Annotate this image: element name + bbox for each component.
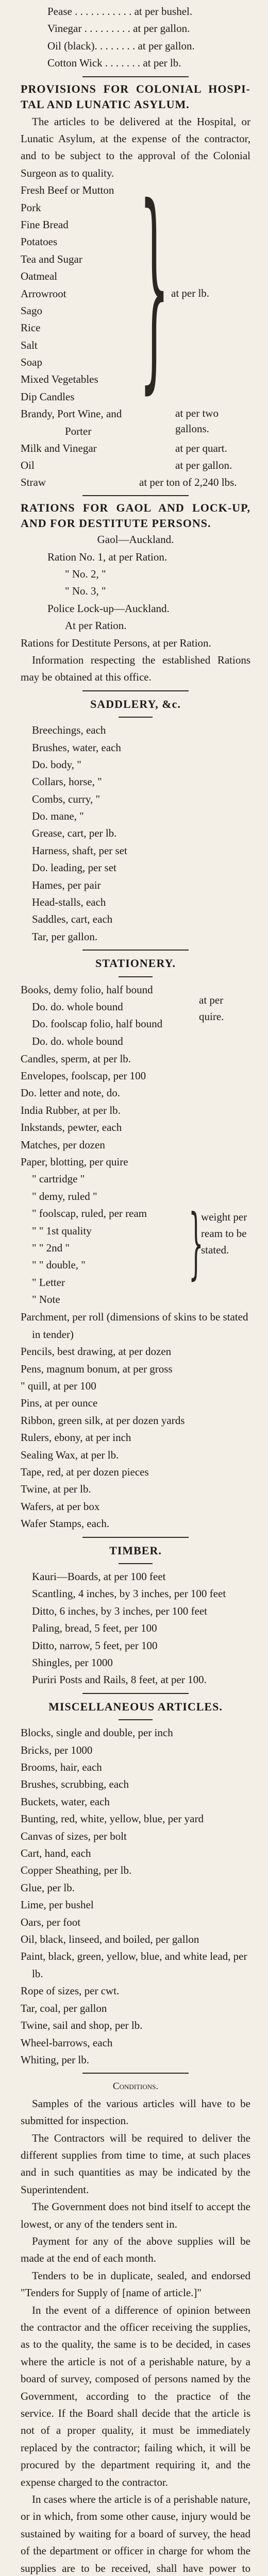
paper-group xyxy=(21,1171,250,1309)
saddlery-item: Head-stalls, each xyxy=(32,896,106,909)
top-list xyxy=(21,3,250,72)
divider xyxy=(82,1693,189,1694)
stationery-item: Paper, blotting, per quire xyxy=(21,1155,128,1168)
ration-1: Ration No. 1, at per Ration. xyxy=(47,550,167,563)
stationery-item: " quill, at per 100 xyxy=(21,1379,96,1392)
books-line-1: Books, demy folio, half bound xyxy=(21,983,153,996)
misc-item: Oil, black, linseed, and boiled, per gallon xyxy=(21,1933,199,1946)
list-item: Cotton Wick . . . . . . . at per lb. xyxy=(47,57,181,70)
condition-paragraph: In cases where the article is of a perishable nature, or in which, from some other cause, injury would be sustained by waiting for a board of survey, the head of the department or officer in charge for whom the supplies are to be received, shall have power to xyxy=(21,2493,250,2574)
books-line-3: Do. foolscap folio, half bound xyxy=(32,1018,163,1030)
destitute-line: Rations for Destitute Persons, at per Ration. xyxy=(21,636,211,649)
condition-paragraph: Payment for any of the above supplies will be made at the end of each month. xyxy=(21,2234,250,2265)
timber-ditto6: Ditto, 6 inches, by 3 inches, per 100 feet xyxy=(32,1604,207,1617)
police-heading: Police Lock-up—Auckland. xyxy=(47,602,170,615)
straw-price: at per ton of 2,240 lbs. xyxy=(139,476,237,489)
misc-item: Blocks, single and double, per inch xyxy=(21,1726,173,1739)
misc-item: Copper Sheathing, per lb. xyxy=(21,1864,132,1877)
gaol-heading: Gaol—Auckland. xyxy=(97,533,174,546)
conditions-list xyxy=(21,2095,250,2576)
misc-item: Glue, per lb. xyxy=(21,1881,75,1894)
conditions-heading: Conditions. xyxy=(112,2081,159,2092)
provision-item: Fine Bread xyxy=(21,218,69,231)
stationery-item: Tape, red, at per dozen pieces xyxy=(21,1465,149,1478)
oil-line: Oil xyxy=(21,459,35,472)
section-heading-timber: TIMBER. xyxy=(109,1544,162,1557)
condition-paragraph: In the event of a difference of opinion between the contractor and the officer receiving the supplies, as to the quality, the same is to be decided, in cases where the article is not of a perishable nature, by a board of survey, composed of persons named by the Government, according to the practice of the service. If the Board shall decide that the article is not of a proper quality, it must be immediately replaced by the contractor; failing which, it will be procured by the department requiring it, and the expense charged to the contractor. xyxy=(21,2303,250,2488)
brace-icon: } xyxy=(189,1198,204,1289)
divider xyxy=(119,717,153,718)
stationery-item: Twine, at per lb. xyxy=(21,1483,91,1496)
divider xyxy=(119,1563,153,1564)
books-price-text: at per quire. xyxy=(199,993,224,1023)
misc-item: Canvas of sizes, per bolt xyxy=(21,1829,127,1842)
brandy-price-text: at per two gallons. xyxy=(175,407,219,435)
oil-price: at per gallon. xyxy=(175,459,232,472)
saddlery-item: Do. mane, " xyxy=(32,810,84,823)
stationery-list-1 xyxy=(21,1050,250,1171)
paper-item: " " double, " xyxy=(32,1259,86,1272)
stationery-item: Pens, magnum bonum, at per gross xyxy=(21,1362,173,1375)
divider xyxy=(82,76,189,77)
oil-row xyxy=(21,457,250,474)
straw-line: Straw xyxy=(21,476,46,489)
divider xyxy=(82,495,189,496)
provision-item: Dip Candles xyxy=(21,390,75,403)
brandy-price xyxy=(175,405,247,436)
saddlery-item: Tar, per gallon. xyxy=(32,930,98,943)
stationery-item: Wafers, at per box xyxy=(21,1500,100,1513)
misc-item: Oars, per foot xyxy=(21,1916,81,1928)
saddlery-item: Combs, curry, " xyxy=(32,792,100,805)
provision-item: Soap xyxy=(21,356,42,369)
misc-item: Buckets, water, each xyxy=(21,1795,110,1808)
books-line-4: Do. do. whole bound xyxy=(32,1035,123,1047)
divider xyxy=(82,2073,189,2074)
stationery-item: Candles, sperm, at per lb. xyxy=(21,1052,131,1065)
provision-item: Pork xyxy=(21,201,41,214)
brandy-group xyxy=(21,405,250,440)
section-heading-colonial: PROVISIONS FOR COLONIAL HOSPI-TAL AND LUNATIC ASYLUM. xyxy=(21,82,250,111)
stationery-item: Pins, at per ounce xyxy=(21,1397,98,1410)
per-lb-label: at per lb. xyxy=(171,287,210,300)
section-heading-stationery: STATIONERY. xyxy=(95,957,176,970)
divider xyxy=(119,1719,153,1720)
brace-icon: } xyxy=(139,161,170,413)
saddlery-item: Do. body, " xyxy=(32,758,81,771)
paper-item: " cartridge " xyxy=(32,1173,85,1185)
rations-info: Information respecting the established Rations may be obtained at this office. xyxy=(21,653,250,684)
timber-scantling: Scantling, 4 inches, by 3 inches, per 100 feet xyxy=(32,1587,226,1600)
list-item: Vinegar . . . . . . . . . at per gallon. xyxy=(47,22,190,35)
ration-2: " No. 2, " xyxy=(65,567,106,580)
milk-line: Milk and Vinegar xyxy=(21,442,97,455)
saddlery-item: Breechings, each xyxy=(32,724,106,737)
condition-paragraph: The Government does not bind itself to accept the lowest, or any of the tenders sent in. xyxy=(21,2200,250,2230)
timber-shingles: Shingles, per 1000 xyxy=(32,1656,113,1669)
paper-item: " Letter xyxy=(32,1276,65,1289)
provision-item: Salt xyxy=(21,338,38,351)
section-heading-saddlery: SADDLERY, &c. xyxy=(90,697,181,710)
ration-3: " No. 3, " xyxy=(65,585,106,598)
books-price xyxy=(199,992,245,1025)
saddlery-item: Do. leading, per set xyxy=(32,861,116,874)
misc-item: Bricks, per 1000 xyxy=(21,1743,93,1756)
saddlery-item: Saddles, cart, each xyxy=(32,913,113,926)
stationery-list-2 xyxy=(21,1309,250,1532)
provision-item: Rice xyxy=(21,321,41,334)
divider xyxy=(82,690,189,691)
stationery-item: India Rubber, at per lb. xyxy=(21,1104,121,1116)
paper-item: " demy, ruled " xyxy=(32,1190,97,1202)
divider xyxy=(82,1537,189,1538)
divider xyxy=(82,950,189,951)
misc-item: Twine, sail and shop, per lb. xyxy=(21,2019,143,2032)
provision-item: Tea and Sugar xyxy=(21,252,82,265)
misc-item: Whiting, per lb. xyxy=(21,2053,89,2066)
misc-item: Tar, coal, per gallon xyxy=(21,2002,107,2014)
misc-item: Bunting, red, white, yellow, blue, per yard xyxy=(21,1812,204,1825)
section-heading-rations: RATIONS FOR GAOL AND LOCK-UP, AND FOR DESTITUTE PERSONS. xyxy=(21,501,250,530)
section-heading-misc: MISCELLANEOUS ARTICLES. xyxy=(48,1700,223,1713)
stationery-item: Rulers, ebony, at per inch xyxy=(21,1431,131,1444)
misc-item: Paint, black, green, yellow, blue, and white lead, per lb. xyxy=(21,1950,247,1980)
list-item: Pease . . . . . . . . . . . at per bushel. xyxy=(47,5,193,18)
list-item: Oil (black). . . . . . . . at per gallon. xyxy=(47,39,195,52)
saddlery-list xyxy=(21,722,250,945)
misc-item: Rope of sizes, per cwt. xyxy=(21,1985,120,1997)
books-group xyxy=(21,981,250,1050)
colonial-intro: The articles to be delivered at the Hospital, or Lunatic Asylum, at the expense of the contractor, and to be subject to the approval of the Colonial Surgeon as to quality. xyxy=(21,115,250,179)
saddlery-item: Grease, cart, per lb. xyxy=(32,827,117,840)
provision-item: Oatmeal xyxy=(21,270,58,283)
straw-row xyxy=(21,474,250,491)
stationery-item: Sealing Wax, at per lb. xyxy=(21,1448,119,1461)
paper-weight-note xyxy=(201,1209,253,1258)
stationery-item: Pencils, best drawing, at per dozen xyxy=(21,1345,172,1358)
at-per-ration: At per Ration. xyxy=(65,619,127,632)
porter-line: Porter xyxy=(65,425,92,437)
colonial-items-group xyxy=(21,161,250,413)
saddlery-item: Collars, horse, " xyxy=(32,775,102,788)
condition-paragraph: The Contractors will be required to deliver the different supplies from time to time, at such places and in such quantities as may be indicated by the Superintendent. xyxy=(21,2131,250,2196)
paper-item: " " 2nd " xyxy=(32,1241,70,1254)
stationery-item: Envelopes, foolscap, per 100 xyxy=(21,1069,146,1082)
milk-row xyxy=(21,440,250,457)
misc-item: Wheel-barrows, each xyxy=(21,2036,113,2049)
stationery-item: Parchment, per roll (dimensions of skins to be stated in tender) xyxy=(21,1311,248,1341)
condition-paragraph: Samples of the various articles will have to be submitted for inspection. xyxy=(21,2097,250,2127)
paper-item: " foolscap, ruled, per ream xyxy=(32,1207,147,1220)
stationery-item: Matches, per dozen xyxy=(21,1138,105,1151)
misc-item: Lime, per bushel xyxy=(21,1899,94,1911)
stationery-item: Wafer Stamps, each. xyxy=(21,1517,110,1530)
provision-item: Arrowroot xyxy=(21,287,66,300)
milk-price: at per quart. xyxy=(175,442,227,455)
timber-puriri: Puriri Posts and Rails, 8 feet, at per 100. xyxy=(32,1673,207,1686)
timber-paling: Paling, bread, 5 feet, per 100 xyxy=(32,1622,157,1635)
divider xyxy=(119,976,153,977)
paper-item: " " 1st quality xyxy=(32,1224,92,1237)
saddlery-item: Hames, per pair xyxy=(32,878,101,891)
saddlery-item: Brushes, water, each xyxy=(32,741,121,754)
timber-kauri: Kauri—Boards, at per 100 feet xyxy=(32,1570,166,1583)
books-line-2: Do. do. whole bound xyxy=(32,1000,123,1013)
misc-list xyxy=(21,1724,250,2069)
misc-item: Brooms, hair, each xyxy=(21,1761,102,1773)
provision-item: Sago xyxy=(21,304,42,317)
brandy-line: Brandy, Port Wine, and xyxy=(21,408,122,420)
provision-item: Potatoes xyxy=(21,235,58,248)
saddlery-item: Harness, shaft, per set xyxy=(32,844,127,857)
provision-item: Mixed Vegetables xyxy=(21,373,98,386)
condition-paragraph: Tenders to be in duplicate, sealed, and endorsed "Tenders for Supply of [name of article.]" xyxy=(21,2269,250,2299)
paper-item: " Note xyxy=(32,1293,60,1306)
stationery-item: Do. letter and note, do. xyxy=(21,1087,121,1099)
misc-item: Brushes, scrubbing, each xyxy=(21,1778,129,1791)
provision-item: Fresh Beef or Mutton xyxy=(21,184,114,197)
stationery-item: Ribbon, green silk, at per dozen yards xyxy=(21,1414,185,1427)
misc-item: Cart, hand, each xyxy=(21,1847,91,1860)
paper-weight-text: weight per ream to be stated. xyxy=(201,1211,247,1257)
timber-ditto-narrow: Ditto, narrow, 5 feet, per 100 xyxy=(32,1639,158,1652)
stationery-item: Inkstands, pewter, each xyxy=(21,1121,122,1134)
